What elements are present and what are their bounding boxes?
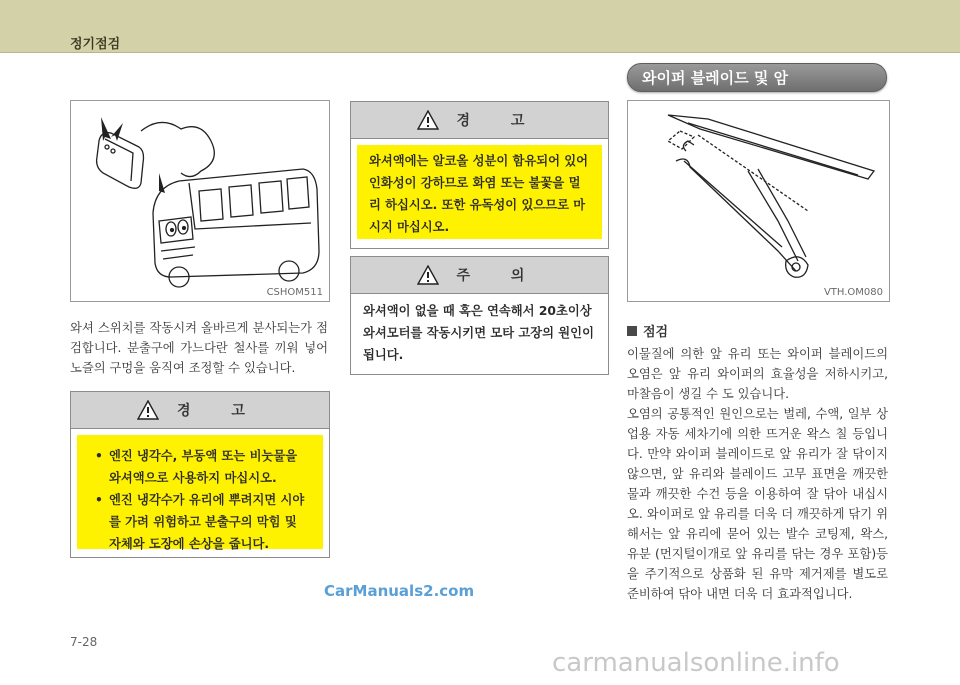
- square-bullet-icon: [627, 326, 637, 336]
- caution-title: 주 의: [456, 268, 543, 284]
- page-number: 7-28: [70, 635, 98, 649]
- warning-box-alcohol: [350, 101, 609, 249]
- warning-text: 와셔액에는 알코올 성분이 함유되어 있어 인화성이 강하므로 화염 또는 불꽃을 멀리 하십시오. 또한 유독성이 있으므로 마시지 마십시오.: [369, 154, 589, 234]
- warning-triangle-icon: [417, 110, 439, 130]
- section-title: 와이퍼 블레이드 및 암: [642, 69, 789, 87]
- washer-check-paragraph: 와셔 스위치를 작동시켜 올바르게 분사되는가 점검합니다. 분출구에 가느다란 철사를 끼워 넣어 노즐의 구멍을 움직여 조정할 수 있습니다.: [70, 321, 328, 375]
- inspection-paragraph-2: 오염의 공통적인 원인으로는 벌레, 수액, 일부 상업용 자동 세차기에 의한 뜨거운 왁스 칠 등입니다. 만약 와이퍼 블레이드로 앞 유리가 잘 닦이지 않으면, 앞 유리와 블레이드 고무 표면을 깨끗한 물과 깨끗한 수건 등을 이용하여 잘 닦아 내십시오. 와이퍼로 앞 유리를 더욱 더 깨끗하게 닦기 위해서는 앞 유리에 묻어 있는 발수 코팅제, 왁스, 유분 (먼지털이개로 앞 유리를 닦는 경우 포함)등을 주기적으로 상품화 된 유막 제거제를 별도로 준비하여 닦아 내면 더욱 더 효과적입니다.: [627, 407, 888, 601]
- warning-title: 경 고: [456, 113, 543, 129]
- caution-body: [351, 294, 608, 372]
- caution-triangle-icon: [417, 265, 439, 285]
- wiper-figure: [627, 100, 890, 302]
- bus-illustration: [71, 101, 329, 301]
- section-title-pill: [627, 63, 887, 92]
- figure-code: CSHOM511: [266, 287, 323, 298]
- warning-list: [77, 435, 323, 565]
- warning-box-coolant: [70, 391, 330, 558]
- warning-header: [351, 102, 608, 139]
- caution-header: [351, 257, 608, 294]
- warning-item: • 엔진 냉각수, 부동액 또는 비눗물을 와셔액으로 사용하지 마십시오.: [95, 445, 309, 489]
- warning-triangle-icon: [137, 400, 159, 420]
- header-band: [0, 0, 960, 53]
- warning-body: [357, 145, 602, 239]
- inspection-paragraph-1: 이물질에 의한 앞 유리 또는 와이퍼 블레이드의 오염은 앞 유리 와이퍼의 효율성을 저하시키고, 마찰음이 생길 수 도 있습니다.: [627, 347, 888, 401]
- inspection-heading-text: 점검: [643, 325, 669, 340]
- warning-body: [77, 435, 323, 549]
- wiper-illustration: [628, 101, 889, 301]
- caution-box-motor: [350, 256, 609, 375]
- chapter-title: 정기점검: [70, 37, 121, 52]
- caution-text: 와셔액이 없을 때 혹은 연속해서 20초이상 와셔모터를 작동시키면 모타 고장의 원인이 됩니다.: [363, 304, 594, 362]
- watermark-site: CarManuals2.com: [324, 582, 475, 600]
- warning-title: 경 고: [177, 403, 263, 419]
- washer-check-text: [70, 318, 328, 378]
- inspection-heading: [627, 321, 668, 340]
- warning-header: [71, 392, 329, 429]
- inspection-text: [627, 344, 888, 604]
- warning-item: • 엔진 냉각수가 유리에 뿌려지면 시야를 가려 위험하고 분출구의 막힘 및 자체와 도장에 손상을 줍니다.: [95, 489, 309, 555]
- figure-code: VTH.OM080: [823, 287, 883, 298]
- bus-washer-figure: [70, 100, 330, 302]
- watermark-footer: carmanualsonline.info: [552, 648, 840, 678]
